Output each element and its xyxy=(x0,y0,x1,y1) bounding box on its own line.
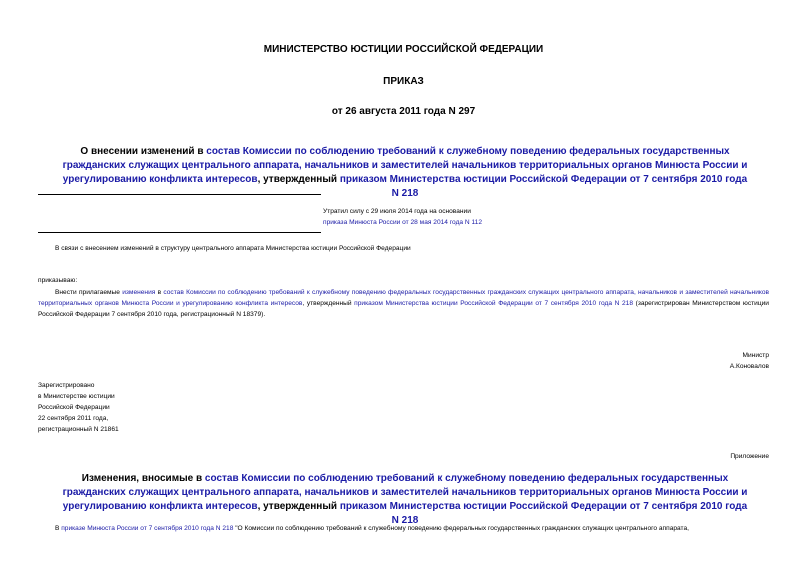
order-text-4: (зарегистрирован Министерством юстиции Российской Федерации 7 сентября 2010 года, регистрационный N 18379). xyxy=(38,300,769,318)
appendix-text-2: , утвержденный xyxy=(257,501,340,512)
order-paragraph xyxy=(38,287,769,320)
signature-position: Министр xyxy=(742,352,769,359)
title-text-2: , утвержденный xyxy=(257,174,340,185)
appendix-first-line xyxy=(38,523,769,534)
order-text-2: в xyxy=(155,289,164,296)
preamble: В связи с внесением изменений в структуру центрального аппарата Министерства юстиции Российской Федерации xyxy=(55,245,411,252)
title-link-order-218[interactable]: приказом Министерства юстиции Российской Федерации от 7 сентября 2010 года N 218 xyxy=(339,174,748,199)
registration-line-3: Российской Федерации xyxy=(38,404,110,411)
registration-line-4: 22 сентября 2011 года, xyxy=(38,415,109,422)
status-note-link[interactable]: приказа Минюста России от 28 мая 2014 года N 112 xyxy=(323,219,483,226)
document-type: ПРИКАЗ xyxy=(383,76,424,87)
registration-line-2: в Министерстве юстиции xyxy=(38,393,115,400)
appendix-line-link[interactable]: приказе Минюста России от 7 сентября 2010 года N 218 xyxy=(61,525,234,532)
title-link-commission[interactable]: состав Комиссии по соблюдению требований к служебному поведению федеральных государственных гражданских служащих центрального аппарата, начальников и заместителей начальников территориальных органов Минюста России и урегулированию конфликта интересов xyxy=(62,146,748,185)
appendix-label: Приложение xyxy=(730,453,769,460)
appendix-title xyxy=(60,472,750,528)
order-link-changes[interactable]: изменения xyxy=(122,289,156,296)
signature-name: А.Коновалов xyxy=(729,363,769,370)
ministry-heading: МИНИСТЕРСТВО ЮСТИЦИИ РОССИЙСКОЙ ФЕДЕРАЦИИ xyxy=(263,44,544,55)
order-link-order-218[interactable]: приказом Министерства юстиции Российской Федерации от 7 сентября 2010 года N 218 xyxy=(354,300,634,307)
divider-bottom xyxy=(38,232,321,233)
order-word: приказываю: xyxy=(38,277,78,284)
document-title xyxy=(60,145,750,201)
appendix-line-text-1: В xyxy=(55,525,62,532)
appendix-text-1: Изменения, вносимые в xyxy=(81,473,205,484)
registration-line-1: Зарегистрировано xyxy=(38,382,95,389)
order-text-3: , утвержденный xyxy=(302,300,355,307)
appendix-link-commission[interactable]: состав Комиссии по соблюдению требований к служебному поведению федеральных государственных гражданских служащих центрального аппарата, начальников и заместителей начальников территориальных органов Минюста России и урегулированию конфликта интересов xyxy=(62,473,748,512)
appendix-link-order-218[interactable]: приказом Министерства юстиции Российской Федерации от 7 сентября 2010 года N 218 xyxy=(339,501,748,526)
divider-top xyxy=(38,194,321,195)
order-text-1: Внести прилагаемые xyxy=(55,289,123,296)
order-link-commission[interactable]: состав Комиссии по соблюдению требований к служебному поведению федеральных государственных гражданских служащих центрального аппарата, начальников и заместителей начальников территориальных органов Минюста России и урегулированию конфликта интересов xyxy=(38,289,770,307)
status-note xyxy=(323,206,503,228)
status-note-text: Утратил силу с 29 июля 2014 года на основании xyxy=(323,208,471,215)
signature xyxy=(730,350,769,372)
registration-block xyxy=(38,380,119,435)
document-date-number: от 26 августа 2011 года N 297 xyxy=(331,106,476,117)
title-text-1: О внесении изменений в xyxy=(80,146,207,157)
appendix-line-text-2: "О Комиссии по соблюдению требований к служебному поведению федеральных государственных гражданских служащих центрального аппарата, xyxy=(233,525,689,532)
registration-line-5: регистрационный N 21861 xyxy=(38,426,119,433)
